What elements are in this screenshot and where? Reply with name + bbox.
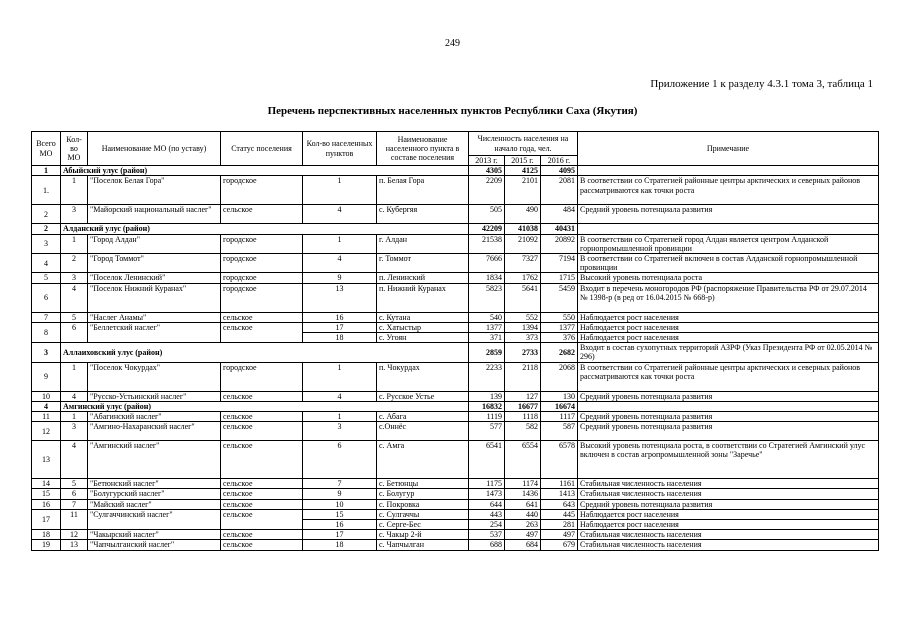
population-2013: 1834 [469, 273, 505, 283]
settlement-status: сельское [221, 412, 303, 422]
note: Наблюдается рост населения [578, 333, 879, 343]
settlement-name: с. Кутана [377, 312, 469, 322]
note: Средний уровень потенциала развития [578, 499, 879, 509]
settlements-count: 6 [303, 441, 377, 479]
table-header [32, 132, 879, 166]
mo-name: "Бетюнский наслег" [88, 479, 221, 489]
settlement-name: с. Чапчылган [377, 540, 469, 550]
settlement-status: сельское [221, 422, 303, 441]
page-number: 249 [445, 38, 460, 49]
settlement-name: п. Нижний Куранах [377, 283, 469, 312]
table-row [32, 234, 879, 253]
mo-name: "Сулгаччинский наслег" [88, 509, 221, 529]
total-mo-number: 17 [32, 509, 61, 529]
population-2013: 1377 [469, 322, 505, 332]
population-2015: 16677 [505, 401, 541, 411]
mo-number: 2 [61, 254, 88, 273]
population-2016: 1413 [541, 489, 578, 499]
mo-number: 3 [61, 205, 88, 224]
header-year-2013: 2013 г. [469, 156, 505, 166]
header-population: Численность населения на начало года, чел. [469, 132, 578, 156]
table-body [32, 166, 879, 550]
settlement-name: с. Абага [377, 412, 469, 422]
note: Стабильная численность населения [578, 479, 879, 489]
population-2013: 505 [469, 205, 505, 224]
settlement-status: сельское [221, 479, 303, 489]
population-2016: 1117 [541, 412, 578, 422]
note: Входит в перечень моногородов РФ (распоряжение Правительства РФ от 29.07.2014 № 1398-р (в ред от 16.04.2015 № 668-р) [578, 283, 879, 312]
population-2016: 376 [541, 333, 578, 343]
population-2016: 2068 [541, 362, 578, 391]
population-2015: 582 [505, 422, 541, 441]
mo-name: "Майский наслег" [88, 499, 221, 509]
table-row [32, 205, 879, 224]
district-row [32, 224, 879, 234]
settlement-status: сельское [221, 509, 303, 529]
population-2016: 6578 [541, 441, 578, 479]
settlements-count: 9 [303, 273, 377, 283]
settlement-status: городское [221, 283, 303, 312]
settlements-count: 1 [303, 362, 377, 391]
mo-name: "Амгинский наслег" [88, 441, 221, 479]
mo-name: "Чакырский наслег" [88, 530, 221, 540]
table-row [32, 273, 879, 283]
mo-number: 6 [61, 489, 88, 499]
population-2016: 4095 [541, 166, 578, 176]
total-mo-number: 5 [32, 273, 61, 283]
settlements-count: 13 [303, 283, 377, 312]
table-row [32, 283, 879, 312]
population-2015: 641 [505, 499, 541, 509]
settlements-count: 1 [303, 412, 377, 422]
population-2013: 371 [469, 333, 505, 343]
settlement-name: г. Алдан [377, 234, 469, 253]
mo-name: "Поселок Белая Гора" [88, 176, 221, 205]
total-mo-number: 7 [32, 312, 61, 322]
header-note: Примечание [578, 132, 879, 166]
population-2015: 552 [505, 312, 541, 322]
mo-number: 4 [61, 283, 88, 312]
mo-number: 6 [61, 322, 88, 342]
total-mo-number: 11 [32, 412, 61, 422]
mo-name: "Майорский национальный наслег" [88, 205, 221, 224]
header-status: Статус поселения [221, 132, 303, 166]
total-mo-number: 14 [32, 479, 61, 489]
settlement-name: п. Белая Гора [377, 176, 469, 205]
header-year-2015: 2015 г. [505, 156, 541, 166]
district-number: 1 [32, 166, 61, 176]
total-mo-number: 8 [32, 322, 61, 342]
settlement-status: городское [221, 234, 303, 253]
total-mo-number: 3 [32, 234, 61, 253]
population-2015: 1436 [505, 489, 541, 499]
population-2013: 7666 [469, 254, 505, 273]
total-mo-number: 4 [32, 254, 61, 273]
settlements-count: 1 [303, 234, 377, 253]
population-2016: 1715 [541, 273, 578, 283]
population-2016: 497 [541, 530, 578, 540]
mo-number: 5 [61, 479, 88, 489]
mo-number: 3 [61, 273, 88, 283]
note: В соответствии со Стратегией районные центры арктических и северных районов рассматриваются как точки роста [578, 176, 879, 205]
population-2016: 40431 [541, 224, 578, 234]
settlement-name: с. Хатыстыр [377, 322, 469, 332]
settlements-count: 3 [303, 422, 377, 441]
mo-number: 1 [61, 176, 88, 205]
note: Стабильная численность населения [578, 489, 879, 499]
settlement-name: с. Болугур [377, 489, 469, 499]
table-row [32, 489, 879, 499]
mo-number: 7 [61, 499, 88, 509]
population-2013: 1175 [469, 479, 505, 489]
settlements-count: 15 [303, 509, 377, 519]
population-2015: 1118 [505, 412, 541, 422]
settlement-status: сельское [221, 312, 303, 322]
population-2016: 445 [541, 509, 578, 519]
population-2015: 2118 [505, 362, 541, 391]
settlement-status: городское [221, 254, 303, 273]
note: Средний уровень потенциала развития [578, 412, 879, 422]
table-row [32, 509, 879, 519]
population-2015: 5641 [505, 283, 541, 312]
note [578, 224, 879, 234]
population-2013: 4305 [469, 166, 505, 176]
mo-name: "Русско-Устьинский наслег" [88, 391, 221, 401]
population-2015: 263 [505, 520, 541, 530]
note [578, 401, 879, 411]
table-row [32, 479, 879, 489]
table-row [32, 312, 879, 322]
district-row [32, 343, 879, 362]
note: В соответствии со Стратегией город Алдан является центром Алданской горнопромышленной провинции [578, 234, 879, 253]
mo-name: "Поселок Ленинский" [88, 273, 221, 283]
header-count-settlements: Кол-во населенных пунктов [303, 132, 377, 166]
population-2013: 254 [469, 520, 505, 530]
settlement-name: с. Кубергяя [377, 205, 469, 224]
settlements-count: 4 [303, 254, 377, 273]
table-row [32, 362, 879, 391]
settlement-status: городское [221, 273, 303, 283]
header-name-mo: Наименование МО (по уставу) [88, 132, 221, 166]
note: Входит в состав сухопутных территорий АЗРФ (Указ Президента РФ от 02.05.2014 № 296) [578, 343, 879, 362]
population-2015: 684 [505, 540, 541, 550]
appendix-reference: Приложение 1 к разделу 4.3.1 тома 3, таблица 1 [650, 78, 873, 90]
mo-name: "Болугурский наслег" [88, 489, 221, 499]
population-2013: 42209 [469, 224, 505, 234]
settlements-count: 16 [303, 312, 377, 322]
population-2013: 5823 [469, 283, 505, 312]
note: Стабильная численность населения [578, 540, 879, 550]
note [578, 166, 879, 176]
population-2015: 6554 [505, 441, 541, 479]
note: Наблюдается рост населения [578, 520, 879, 530]
settlements-count: 4 [303, 391, 377, 401]
population-2015: 373 [505, 333, 541, 343]
mo-number: 1 [61, 362, 88, 391]
note: Наблюдается рост населения [578, 322, 879, 332]
settlement-status: сельское [221, 441, 303, 479]
population-2015: 440 [505, 509, 541, 519]
mo-number: 5 [61, 312, 88, 322]
total-mo-number: 12 [32, 422, 61, 441]
mo-number: 1 [61, 234, 88, 253]
table-row [32, 540, 879, 550]
settlement-status: городское [221, 362, 303, 391]
population-2015: 4125 [505, 166, 541, 176]
settlement-name: с. Покровка [377, 499, 469, 509]
mo-name: "Город Томмот" [88, 254, 221, 273]
table-row [32, 391, 879, 401]
mo-name: "Поселок Нижний Куранах" [88, 283, 221, 312]
mo-number: 12 [61, 530, 88, 540]
table-row [32, 422, 879, 441]
note: В соответствии со Стратегией включен в состав Алданской горнопромышленной провинции [578, 254, 879, 273]
table-row [32, 176, 879, 205]
settlements-count: 9 [303, 489, 377, 499]
settlement-status: сельское [221, 391, 303, 401]
population-2016: 587 [541, 422, 578, 441]
table-row [32, 530, 879, 540]
population-2016: 643 [541, 499, 578, 509]
settlement-name: с. Чакыр 2-й [377, 530, 469, 540]
mo-name: "Беллетский наслег" [88, 322, 221, 342]
mo-name: "Чапчылганский наслег" [88, 540, 221, 550]
settlement-name: с. Угоян [377, 333, 469, 343]
district-name: Амгинский улус (район) [61, 401, 469, 411]
note: Наблюдается рост населения [578, 509, 879, 519]
mo-name: "Абагинский наслег" [88, 412, 221, 422]
population-2013: 540 [469, 312, 505, 322]
population-2016: 2682 [541, 343, 578, 362]
population-2013: 537 [469, 530, 505, 540]
population-2015: 497 [505, 530, 541, 540]
population-2015: 1174 [505, 479, 541, 489]
population-2016: 550 [541, 312, 578, 322]
population-2016: 5459 [541, 283, 578, 312]
mo-name: "Поселок Чокурдах" [88, 362, 221, 391]
note: Высокий уровень потенциала роста, в соответствии со Стратегией Амгинский улус включен в состав агропромышленной зоны "Заречье" [578, 441, 879, 479]
mo-number: 3 [61, 422, 88, 441]
settlements-count: 1 [303, 176, 377, 205]
population-2013: 2209 [469, 176, 505, 205]
settlement-name: г. Томмот [377, 254, 469, 273]
settlement-status: сельское [221, 489, 303, 499]
total-mo-number: 16 [32, 499, 61, 509]
population-2013: 644 [469, 499, 505, 509]
mo-name: "Город Алдан" [88, 234, 221, 253]
total-mo-number: 10 [32, 391, 61, 401]
mo-number: 11 [61, 509, 88, 529]
population-2016: 1377 [541, 322, 578, 332]
population-2016: 679 [541, 540, 578, 550]
header-settlement-name: Наименование населенного пункта в составе поселения [377, 132, 469, 166]
total-mo-number: 13 [32, 441, 61, 479]
population-2013: 139 [469, 391, 505, 401]
settlement-status: сельское [221, 540, 303, 550]
settlement-name: с. Сулгаччы [377, 509, 469, 519]
table-row [32, 499, 879, 509]
population-2013: 2859 [469, 343, 505, 362]
settlement-name: с.Оннёс [377, 422, 469, 441]
settlement-status: сельское [221, 205, 303, 224]
population-2013: 2233 [469, 362, 505, 391]
table-row [32, 322, 879, 332]
population-2013: 577 [469, 422, 505, 441]
mo-name: "Амгино-Нахаранский наслег" [88, 422, 221, 441]
population-2013: 1119 [469, 412, 505, 422]
settlements-count: 10 [303, 499, 377, 509]
district-row [32, 401, 879, 411]
district-name: Алданский улус (район) [61, 224, 469, 234]
population-2015: 41038 [505, 224, 541, 234]
total-mo-number: 2 [32, 205, 61, 224]
population-2016: 20892 [541, 234, 578, 253]
population-2015: 127 [505, 391, 541, 401]
population-2013: 16832 [469, 401, 505, 411]
population-2016: 7194 [541, 254, 578, 273]
population-2015: 1394 [505, 322, 541, 332]
district-name: Аллаиховский улус (район) [61, 343, 469, 362]
population-2015: 7327 [505, 254, 541, 273]
settlements-count: 7 [303, 479, 377, 489]
settlement-name: с. Бетюнцы [377, 479, 469, 489]
table-row [32, 254, 879, 273]
total-mo-number: 15 [32, 489, 61, 499]
note: Средний уровень потенциала развития [578, 391, 879, 401]
population-2016: 16674 [541, 401, 578, 411]
population-2015: 1762 [505, 273, 541, 283]
total-mo-number: 19 [32, 540, 61, 550]
settlements-count: 18 [303, 540, 377, 550]
note: В соответствии со Стратегией районные центры арктических и северных районов рассматриваются как точки роста [578, 362, 879, 391]
header-total-mo: Всего МО [32, 132, 61, 166]
total-mo-number: 18 [32, 530, 61, 540]
district-number: 2 [32, 224, 61, 234]
settlement-name: с. Русское Устье [377, 391, 469, 401]
settlements-table [31, 131, 879, 551]
note: Средний уровень потенциала развития [578, 205, 879, 224]
population-2013: 688 [469, 540, 505, 550]
document-title: Перечень перспективных населенных пунктов Республики Саха (Якутия) [267, 105, 638, 117]
settlement-status: сельское [221, 499, 303, 509]
settlement-name: п. Ленинский [377, 273, 469, 283]
settlements-count: 18 [303, 333, 377, 343]
settlement-status: сельское [221, 322, 303, 342]
settlements-count: 17 [303, 530, 377, 540]
header-year-2016: 2016 г. [541, 156, 578, 166]
settlements-count: 17 [303, 322, 377, 332]
mo-number: 4 [61, 441, 88, 479]
mo-number: 1 [61, 412, 88, 422]
table-row [32, 412, 879, 422]
note: Высокий уровень потенциала роста [578, 273, 879, 283]
population-2015: 2733 [505, 343, 541, 362]
settlement-status: сельское [221, 530, 303, 540]
district-number: 4 [32, 401, 61, 411]
settlements-count: 16 [303, 520, 377, 530]
district-name: Абыйский улус (район) [61, 166, 469, 176]
mo-number: 4 [61, 391, 88, 401]
settlement-name: п. Чокурдах [377, 362, 469, 391]
settlement-name: с. Амга [377, 441, 469, 479]
total-mo-number: 6 [32, 283, 61, 312]
population-2016: 130 [541, 391, 578, 401]
population-2016: 281 [541, 520, 578, 530]
header-count-mo: Кол-во МО [61, 132, 88, 166]
population-2015: 490 [505, 205, 541, 224]
settlement-name: с. Серге-Бес [377, 520, 469, 530]
mo-name: "Наслег Анамы" [88, 312, 221, 322]
population-2016: 1161 [541, 479, 578, 489]
population-2013: 443 [469, 509, 505, 519]
note: Стабильная численность населения [578, 530, 879, 540]
table-row [32, 441, 879, 479]
population-2013: 1473 [469, 489, 505, 499]
population-2016: 2081 [541, 176, 578, 205]
settlement-status: городское [221, 176, 303, 205]
settlements-count: 4 [303, 205, 377, 224]
population-2013: 6541 [469, 441, 505, 479]
note: Средний уровень потенциала развития [578, 422, 879, 441]
total-mo-number: 9 [32, 362, 61, 391]
population-2016: 484 [541, 205, 578, 224]
mo-number: 13 [61, 540, 88, 550]
district-number: 3 [32, 343, 61, 362]
population-2013: 21538 [469, 234, 505, 253]
district-row [32, 166, 879, 176]
note: Наблюдается рост населения [578, 312, 879, 322]
population-2015: 2101 [505, 176, 541, 205]
population-2015: 21092 [505, 234, 541, 253]
total-mo-number: 1. [32, 176, 61, 205]
